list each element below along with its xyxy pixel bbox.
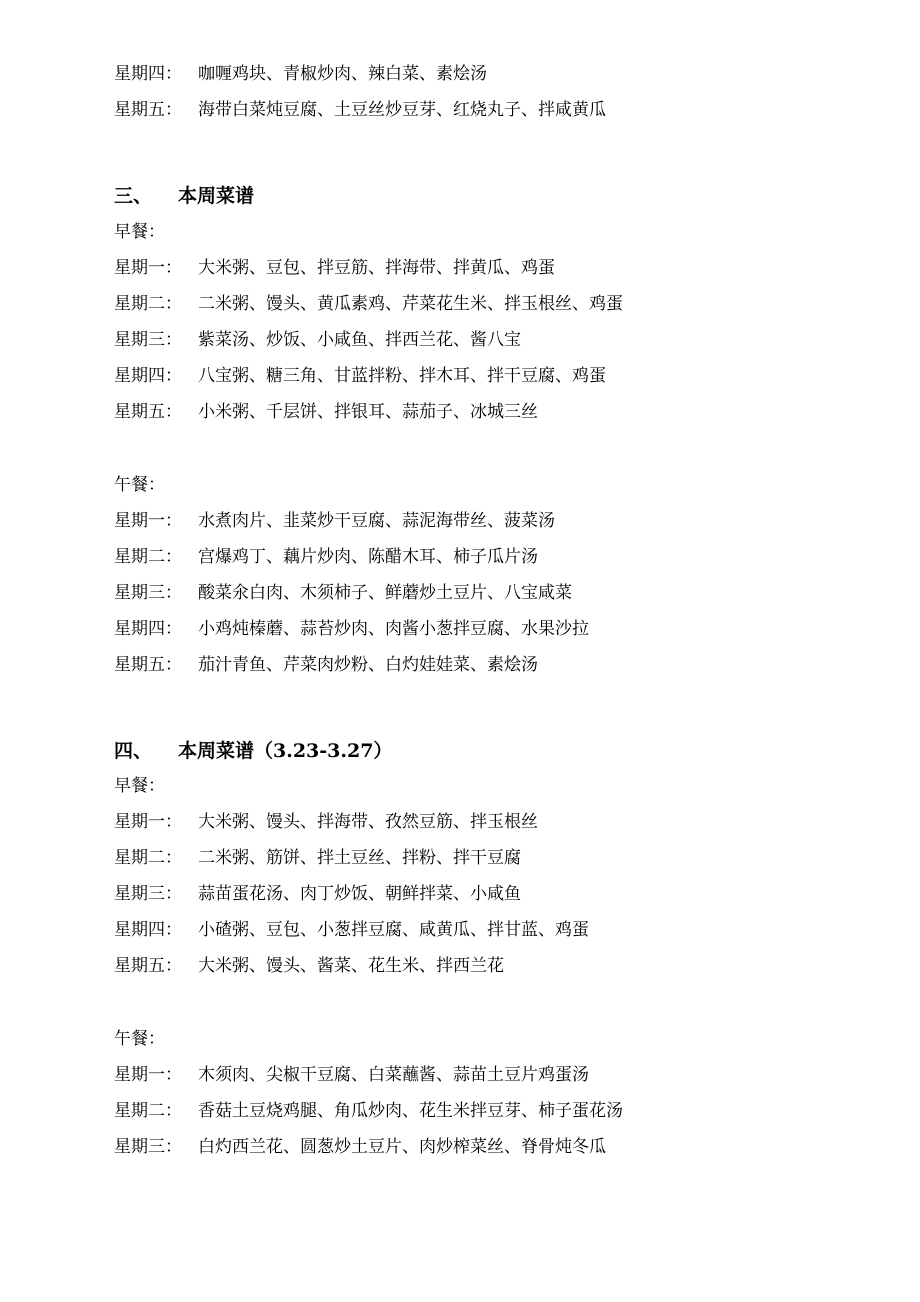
weekday-label: 星期一： [114,511,182,531]
weekday-label: 星期二： [114,294,182,314]
menu-row [114,365,606,387]
menu-items: 紫菜汤、炒饭、小咸鱼、拌西兰花、酱八宝 [198,330,521,350]
menu-row [114,510,555,532]
section-heading [114,184,254,208]
menu-items: 香菇土豆烧鸡腿、角瓜炒肉、花生米拌豆芽、柿子蛋花汤 [198,1101,623,1121]
weekday-label: 星期三： [114,1137,182,1157]
menu-items: 白灼西兰花、圆葱炒土豆片、肉炒榨菜丝、脊骨炖冬瓜 [198,1137,606,1157]
menu-items: 海带白菜炖豆腐、土豆丝炒豆芽、红烧丸子、拌咸黄瓜 [198,100,606,120]
weekday-label: 星期三： [114,884,182,904]
menu-row [114,257,555,279]
menu-items: 大米粥、豆包、拌豆筋、拌海带、拌黄瓜、鸡蛋 [198,258,555,278]
weekday-label: 星期五： [114,100,182,120]
weekday-label: 星期二： [114,547,182,567]
menu-row [114,63,487,85]
section-number: 三、 [114,185,153,207]
weekday-label: 星期三： [114,583,182,603]
menu-items: 咖喱鸡块、青椒炒肉、辣白菜、素烩汤 [198,64,487,84]
weekday-label: 星期一： [114,812,182,832]
menu-items: 茄汁青鱼、芹菜肉炒粉、白灼娃娃菜、素烩汤 [198,655,538,675]
menu-row [114,582,572,604]
weekday-label: 星期四： [114,920,182,940]
weekday-label: 星期五： [114,956,182,976]
menu-items: 木须肉、尖椒干豆腐、白菜蘸酱、蒜苗土豆片鸡蛋汤 [198,1065,589,1085]
menu-row [114,847,521,869]
menu-row [114,1064,589,1086]
menu-items: 水煮肉片、韭菜炒干豆腐、蒜泥海带丝、菠菜汤 [198,511,555,531]
menu-items: 大米粥、馒头、酱菜、花生米、拌西兰花 [198,956,504,976]
weekday-label: 星期四： [114,619,182,639]
weekday-label: 星期二： [114,1101,182,1121]
menu-items: 小碴粥、豆包、小葱拌豆腐、咸黄瓜、拌甘蓝、鸡蛋 [198,920,589,940]
menu-row [114,1100,623,1122]
menu-items: 酸菜氽白肉、木须柿子、鲜蘑炒土豆片、八宝咸菜 [198,583,572,603]
weekday-label: 星期一： [114,258,182,278]
weekday-label: 星期三： [114,330,182,350]
menu-items: 二米粥、馒头、黄瓜素鸡、芹菜花生米、拌玉根丝、鸡蛋 [198,294,623,314]
section-heading [114,739,392,763]
menu-row [114,1136,606,1158]
menu-row [114,883,521,905]
menu-row [114,955,504,977]
section-title: 本周菜谱 [178,185,255,207]
menu-items: 大米粥、馒头、拌海带、孜然豆筋、拌玉根丝 [198,812,538,832]
meal-label-breakfast: 早餐： [114,222,165,242]
meal-label-lunch: 午餐： [114,1029,165,1049]
weekday-label: 星期二： [114,848,182,868]
section-number: 四、 [114,740,153,762]
menu-row [114,811,538,833]
weekday-label: 星期四： [114,64,182,84]
weekday-label: 星期四： [114,366,182,386]
menu-row [114,293,623,315]
menu-row [114,99,606,121]
menu-items: 二米粥、筋饼、拌土豆丝、拌粉、拌干豆腐 [198,848,521,868]
menu-row [114,401,538,423]
meal-label-breakfast: 早餐： [114,776,165,796]
menu-row [114,654,538,676]
menu-row [114,618,589,640]
menu-items: 宫爆鸡丁、藕片炒肉、陈醋木耳、柿子瓜片汤 [198,547,538,567]
menu-items: 蒜苗蛋花汤、肉丁炒饭、朝鲜拌菜、小咸鱼 [198,884,521,904]
section-title: 本周菜谱（3.23-3.27） [178,740,393,762]
weekday-label: 星期五： [114,402,182,422]
menu-items: 小米粥、千层饼、拌银耳、蒜茄子、冰城三丝 [198,402,538,422]
meal-label-lunch: 午餐： [114,475,165,495]
weekday-label: 星期一： [114,1065,182,1085]
menu-items: 八宝粥、糖三角、甘蓝拌粉、拌木耳、拌干豆腐、鸡蛋 [198,366,606,386]
menu-row [114,329,521,351]
menu-items: 小鸡炖榛蘑、蒜苔炒肉、肉酱小葱拌豆腐、水果沙拉 [198,619,589,639]
menu-row [114,546,538,568]
menu-row [114,919,589,941]
weekday-label: 星期五： [114,655,182,675]
